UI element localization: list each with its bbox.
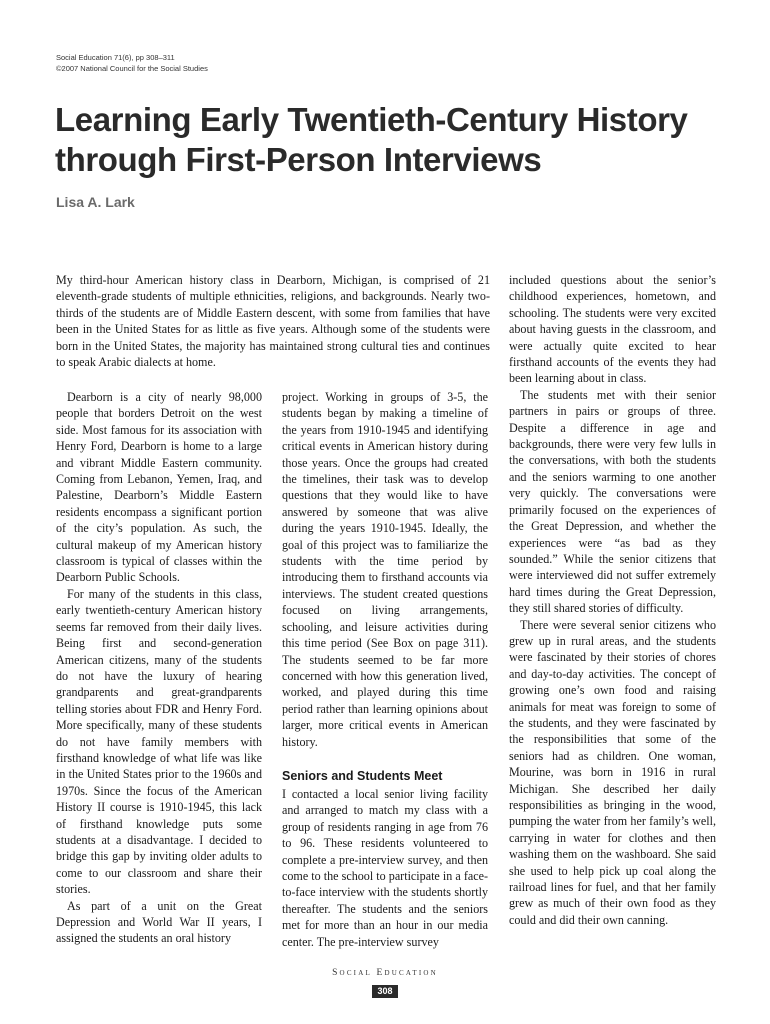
citation-line: Social Education 71(6), pp 308–311: [56, 53, 175, 62]
column-1: [56, 389, 262, 947]
article-title: Learning Early Twentieth-Century History through First-Person Interviews: [55, 101, 688, 178]
col3-paragraph-1: included questions about the senior’s childhood experiences, hometown, and schooling. The students were very excited about having guests in the classroom, and were actually quite excited to hear firsthand accounts of the events they had been learning about in class.: [509, 273, 716, 386]
footer-journal-name: Social Education: [332, 968, 438, 978]
page-number: 308: [372, 985, 398, 998]
col1-paragraph-3: As part of a unit on the Great Depression and World War II years, I assigned the students an oral history: [56, 898, 262, 946]
column-3: [509, 272, 716, 928]
col1-paragraph-2: For many of the students in this class, early twentieth-century American history seems far removed from their daily lives. Being first and second-generation American citizens, many of the students do not have the luxury of hearing grandparents and great-grandparents telling stories about FDR and Henry Ford. More specifically, many of these students do not have family members with firsthand knowledge of what life was like in the United States prior to the 1960s and 1970s. Since the focus of the American History II course is 1910-1945, this lack of firsthand knowledge puts some students at a disadvantage. I decided to bridge this gap by inviting older adults to come to our classroom and share their stories.: [56, 586, 262, 897]
col2-paragraph-2: I contacted a local senior living facility and arranged to match my class with a group of residents ranging in age from 76 to 96. These residents volunteered to complete a pre-interview survey, and then come to the school to participate in a face-to-face interview with the students shortly thereafter. The students and the seniors met for more than an hour in our media center. The pre-interview survey: [282, 786, 488, 949]
col3-paragraph-3: There were several senior citizens who grew up in rural areas, and the students were fascinated by their stories of chores and day-to-day activities. The concept of growing one’s own food and raising animals for meat was foreign to some of the students, and they were fascinated by the responsibilities that some of the seniors had as children. One woman, Mourine, was born in 1916 in rural Michigan. She described her daily responsibilities as bringing in the wood, pumping the water from her family’s well, carrying in water for clothes and then washing them on the washboard. She said she used to help pick up coal along the railroad lines for fuel, and that her family grew as much of their own food as they could and did their own canning.: [509, 617, 716, 927]
journal-meta: [56, 52, 208, 74]
article-author: Lisa A. Lark: [56, 194, 135, 210]
column-2: [282, 389, 488, 950]
section-heading: Seniors and Students Meet: [282, 768, 443, 783]
intro-text: My third-hour American history class in Dearborn, Michigan, is comprised of 21 eleventh-grade students of multiple ethnicities, religions, and backgrounds. Nearly two-thirds of the students are of Middle Eastern descent, with some from families that have been in the United States for as little as five years. Although some of the students were born in the United States, the majority has maintained strong cultural ties and continues to speak Arabic dialects at home.: [56, 273, 490, 370]
copyright-line: ©2007 National Council for the Social Studies: [56, 64, 208, 73]
col3-paragraph-2: The students met with their senior partners in pairs or groups of three. Despite a difference in age and backgrounds, there were very few lulls in the conversations, with both the students and the seniors warming to one another very quickly. The conversations were primarily focused on the experiences of the Great Depression, and whether the experiences were “as bad as they sounded.” While the senior citizens that were interviewed did not suffer extremely hard times during the Great Depression, they still shared stories of difficulty.: [509, 387, 716, 616]
intro-paragraph: [56, 272, 490, 370]
col1-paragraph-1: Dearborn is a city of nearly 98,000 people that borders Detroit on the west side. Most famous for its association with Henry Ford, Dearborn is home to a large and vibrant Middle Eastern community. Coming from Lebanon, Yemen, Iraq, and Palestine, Dearborn’s Middle Eastern residents encompass a significant portion of the city’s population. As such, the cultural makeup of my American history classroom is typical of classes within the Dearborn Public Schools.: [56, 390, 262, 585]
col2-paragraph-1: project. Working in groups of 3-5, the students began by making a timeline of the years from 1910-1945 and identifying critical events in American history during those years. Once the groups had created the timelines, their task was to develop questions that they would like to have answered by someone that was alive during the years 1910-1945. Ideally, the goal of this project was to familiarize the students with the time period by introducing them to firsthand accounts via interviews. The student created questions focused on living arrangements, schooling, and leisure activities during this time period (See Box on page 311). The students seemed to be far more concerned with how this generation lived, worked, and played during this time period rather than learning opinions about larger, more critical events in American history.: [282, 390, 488, 749]
